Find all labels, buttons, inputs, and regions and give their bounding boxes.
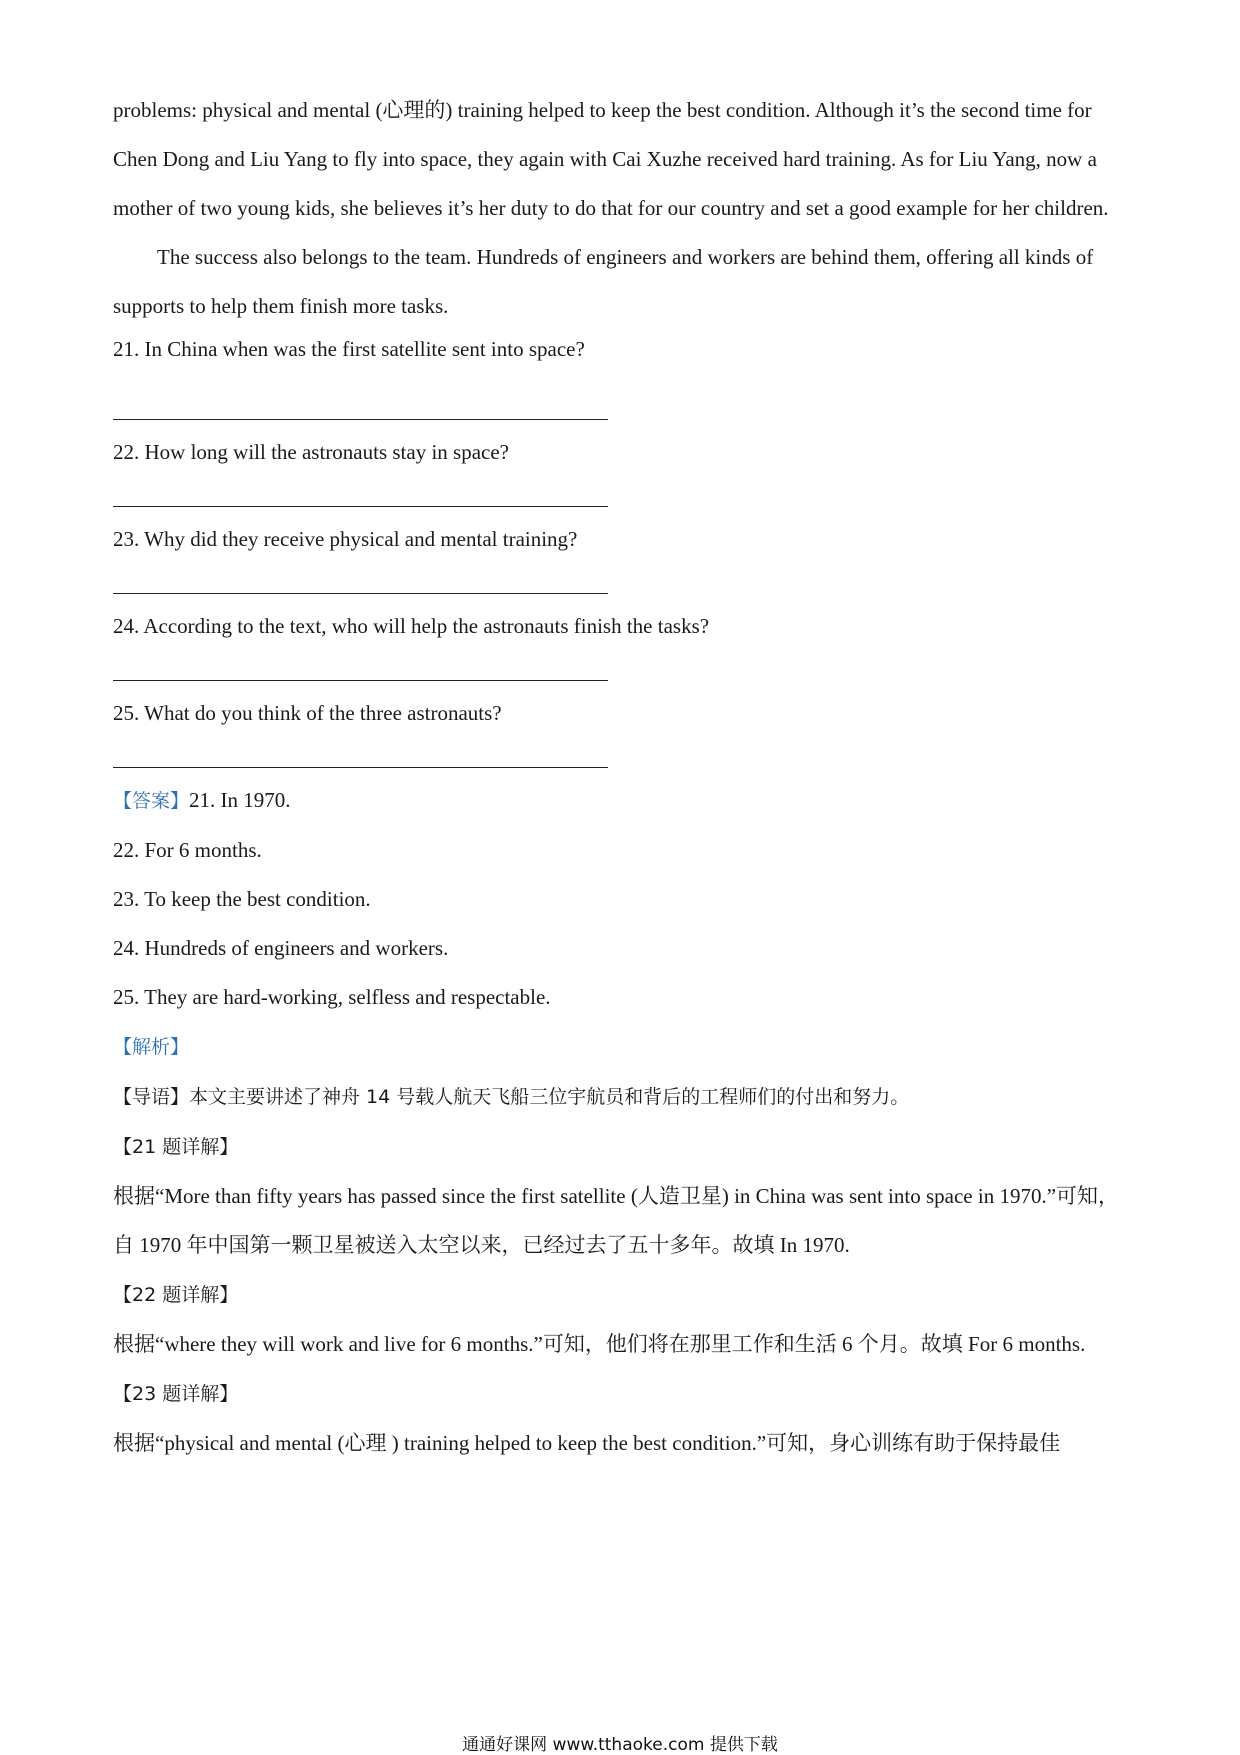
analysis-heading xyxy=(113,1022,1133,1072)
answer-section xyxy=(113,776,1133,1022)
intro-tag: 【导语】 xyxy=(113,1086,190,1108)
answer-22: 22. For 6 months. xyxy=(113,838,262,862)
analysis-section xyxy=(113,1022,1133,1468)
passage-paragraph-1: problems: physical and mental (心理的) training helped to keep the best condition. Although it’s the second time for Chen Dong and Liu Yang to fly into space, they again with Cai Xuzhe received hard training. As for Liu Yang, now a mother of two young kids, she believes it’s her duty to do that for our country and set a good example for her children. xyxy=(113,98,1109,220)
question-21: 21. In China when was the first satellite sent into space? xyxy=(113,337,585,361)
detail-21-tag: 【21 题详解】 xyxy=(113,1136,239,1158)
passage-paragraph-2: The success also belongs to the team. Hundreds of engineers and workers are behind them, offering all kinds of supports to help them finish more tasks. xyxy=(113,245,1094,318)
detail-23-text: 根据“physical and mental (心理 ) training helped to keep the best condition.”可知，身心训练有助于保持最佳 xyxy=(113,1431,1061,1455)
detail-22-text: 根据“where they will work and live for 6 months.”可知，他们将在那里工作和生活 6 个月。故填 For 6 months. xyxy=(113,1332,1086,1356)
answer-24: 24. Hundreds of engineers and workers. xyxy=(113,936,449,960)
detail-21-text: 根据“More than fifty years has passed since the first satellite (人造卫星) in China was sent into space in 1970.”可知，自 1970 年中国第一颗卫星被送入太空以来，已经过去了五十多年。故填 In 1970. xyxy=(113,1184,1120,1257)
analysis-tag: 【解析】 xyxy=(113,1036,190,1058)
detail-22-tag: 【22 题详解】 xyxy=(113,1284,239,1306)
document-page xyxy=(113,98,1133,1468)
answer-21: 21. In 1970. xyxy=(189,788,291,812)
answer-23: 23. To keep the best condition. xyxy=(113,887,371,911)
answer-blank-23[interactable] xyxy=(113,593,608,594)
detail-21-heading xyxy=(113,1122,1133,1172)
question-23: 23. Why did they receive physical and mental training? xyxy=(113,527,578,551)
detail-23-heading xyxy=(113,1369,1133,1419)
intro-line xyxy=(113,1072,1133,1122)
answer-25: 25. They are hard-working, selfless and respectable. xyxy=(113,985,551,1009)
answer-blank-25[interactable] xyxy=(113,767,608,768)
answer-first-line xyxy=(113,776,1133,826)
detail-23-tag: 【23 题详解】 xyxy=(113,1383,239,1405)
question-list xyxy=(113,335,1133,768)
question-25: 25. What do you think of the three astronauts? xyxy=(113,701,502,725)
answer-tag: 【答案】 xyxy=(113,790,190,812)
answer-blank-21[interactable] xyxy=(113,419,608,420)
answer-blank-24[interactable] xyxy=(113,680,608,681)
question-24: 24. According to the text, who will help the astronauts finish the tasks? xyxy=(113,614,710,638)
intro-text: 本文主要讲述了神舟 14 号载人航天飞船三位宇航员和背后的工程师们的付出和努力。 xyxy=(189,1086,910,1108)
answer-blank-22[interactable] xyxy=(113,506,608,507)
page-footer: 通通好课网 www.tthaoke.com 提供下载 xyxy=(462,1735,778,1755)
detail-22-heading xyxy=(113,1270,1133,1320)
question-22: 22. How long will the astronauts stay in space? xyxy=(113,440,510,464)
